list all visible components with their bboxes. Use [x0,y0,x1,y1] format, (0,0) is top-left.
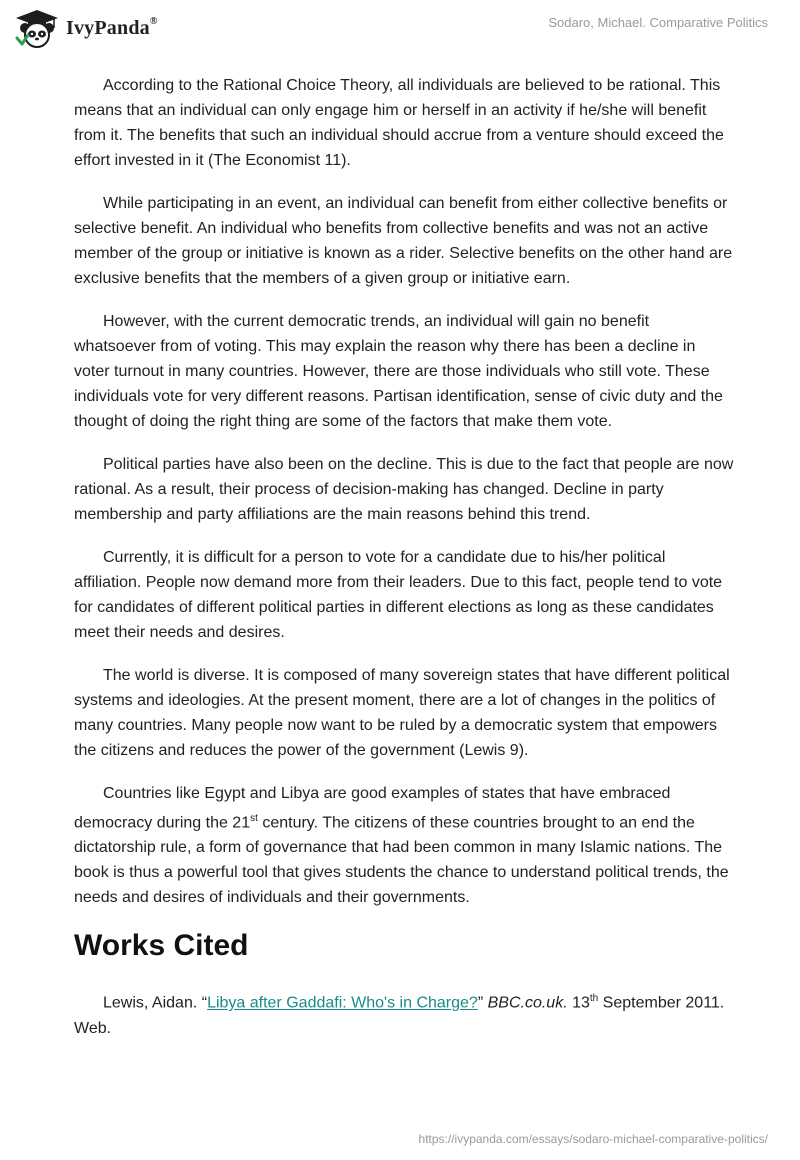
panda-graduate-icon [14,8,60,48]
body-paragraph: Currently, it is difficult for a person to vote for a candidate due to his/her political affiliation. People now demand more from their leaders. Due to this fact, people tend to vote for candidates of different political parties in different elections as long as these candidates meet their needs and desires. [74,549,723,641]
works-cited-heading: Works Cited [74,929,249,963]
essay-body [74,73,734,1041]
source-url[interactable]: https://ivypanda.com/essays/sodaro-michael-comparative-politics/ [418,1132,768,1146]
body-paragraph: However, with the current democratic trends, an individual will gain no benefit whatsoever from of voting. This may explain the reason why there has been a decline in voter turnout in many countries. However, there are those individuals who still vote. These individuals vote for very different reasons. Partisan identification, sense of civic duty and the thought of doing the right thing are some of the factors that make them vote. [74,313,723,430]
citation-link[interactable]: Libya after Gaddafi: Who's in Charge? [207,994,478,1012]
page-header [0,0,800,60]
body-paragraph: While participating in an event, an individual can benefit from either collective benefits or selective benefit. An individual who benefits from collective benefits and was not an active member of the group or initiative is known as a rider. Selective benefits on the other hand are exclusive benefits that the members of a given group or initiative earn. [74,195,733,287]
logo-wordmark: IvyPanda® [66,15,158,39]
citation-entry: Lewis, Aidan. “Libya after Gaddafi: Who's in Charge?” BBC.co.uk. 13th September 2011. Web. [74,993,725,1037]
body-paragraph: Political parties have also been on the decline. This is due to the fact that people are now rational. As a result, their process of decision-making has changed. Decline in party membership and party affiliations are the main reasons behind this trend. [74,456,734,523]
body-paragraph: Countries like Egypt and Libya are good examples of states that have embraced democracy during the 21st century. The citizens of these countries brought to an end the dictatorship rule, a form of governance that had been common in many Islamic nations. The book is thus a powerful tool that gives students the chance to understand political trends, the needs and desires of individuals and their governments. [74,785,729,907]
ivypanda-logo[interactable] [14,8,158,48]
body-paragraph: The world is diverse. It is composed of many sovereign states that have different political systems and ideologies. At the present moment, there are a lot of changes in the politics of many countries. Many people now want to be ruled by a democratic system that empowers the citizens and reduces the power of the government (Lewis 9). [74,667,730,759]
running-head: Sodaro, Michael. Comparative Politics [548,15,768,30]
body-paragraph: According to the Rational Choice Theory, all individuals are believed to be rational. This means that an individual can only engage him or herself in an activity if he/she will benefit from it. The benefits that such an individual should accrue from a venture should exceed the effort invested in it (The Economist 11). [74,77,724,169]
